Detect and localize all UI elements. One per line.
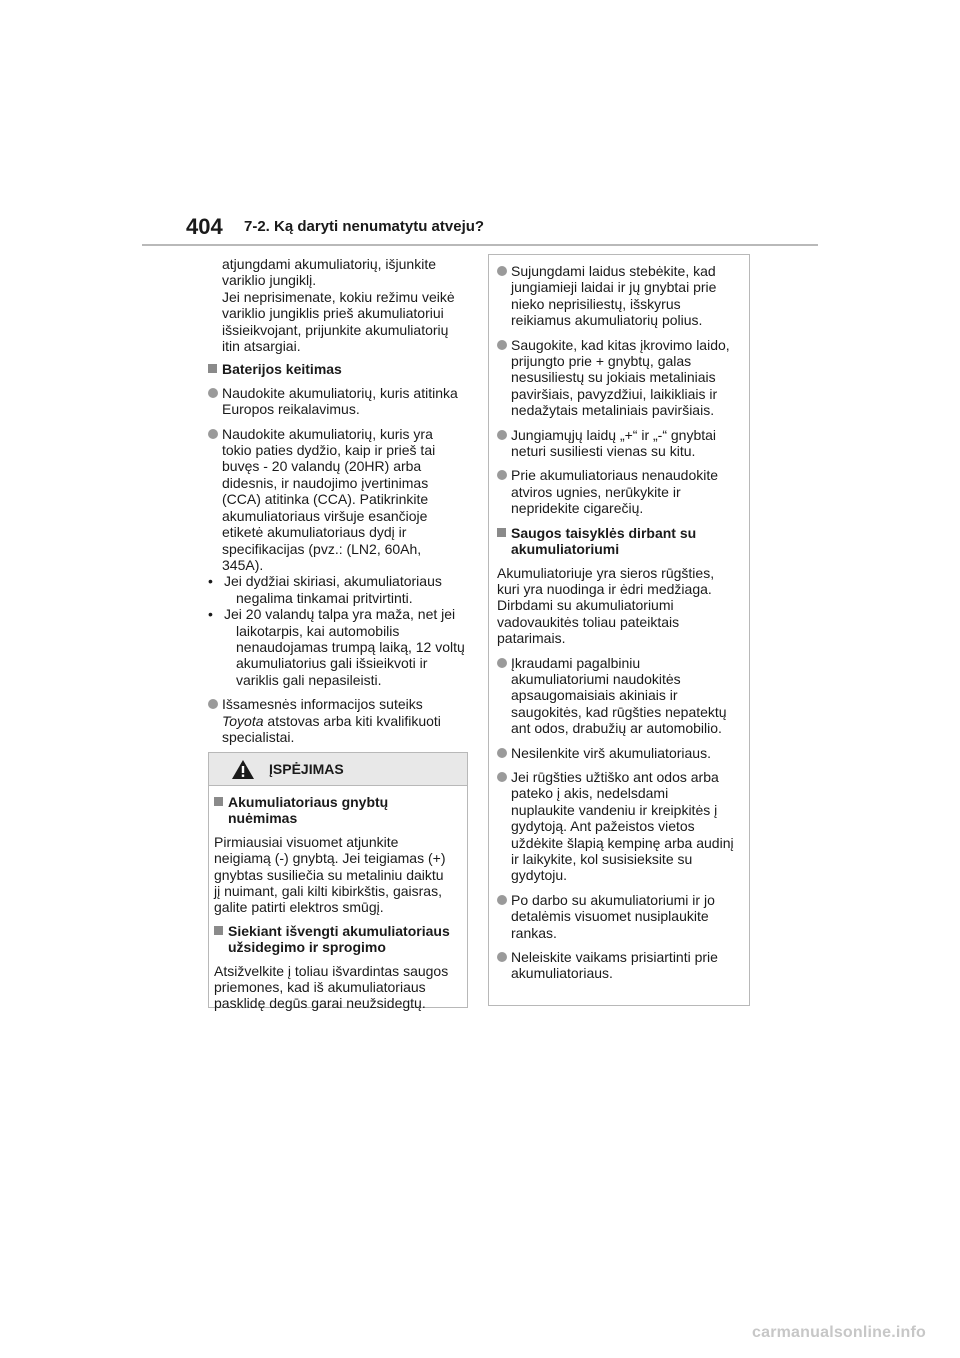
text-line: priemones, kad iš akumuliatoriaus [214,979,426,996]
text-line: specialistai. [222,728,295,745]
sub-list-item [208,606,470,688]
text-line: variklis gali nepasileisti. [236,671,382,688]
warning-box [208,752,468,1012]
text-line: Sujungdami laidus stebėkite, kad [511,263,716,279]
warning-paragraph [214,963,462,1012]
circle-bullet-icon [497,470,507,480]
square-bullet-icon [214,926,223,935]
text-line: galite patirti elektros smūgį. [214,899,384,916]
text-line: paviršiais, pavyzdžiui, laikikliais ir [511,385,718,402]
circle-bullet-icon [208,429,218,439]
circle-bullet-icon [497,895,507,905]
list-item [497,949,743,982]
text-line: Jei neprisimenate, kokiu režimu veikė [222,288,455,305]
list-item [497,769,743,884]
circle-bullet-icon [208,388,218,398]
page-number: 404 [186,214,223,239]
text-line: nesusiliestų su jokiais metaliniais [511,369,716,386]
circle-bullet-icon [497,340,507,350]
text-line: akumuliatoriaus viršuje esančioje [222,507,428,524]
circle-bullet-icon [497,772,507,782]
intro-paragraph [208,256,470,354]
text-line: etiketė akumuliatoriaus dydį ir [222,524,407,541]
text-line: atjungdami akumuliatorių, išjunkite [222,256,436,272]
text-line: rankas. [511,924,557,941]
heading-terminal-removal [214,794,462,827]
circle-bullet-icon [497,748,507,758]
dot-bullet-icon: • [208,606,213,623]
text-line: saugokitės, kad rūgšties nepatektų [511,703,727,720]
text-line: Jei 20 valandų talpa yra maža, net jei [224,606,456,623]
text-span: atstovas arba kiti kvalifikuoti [263,712,441,729]
text-line: Prie akumuliatoriaus nenaudokite [511,467,719,484]
circle-bullet-icon [497,430,507,440]
text-line: Atsižvelkite į toliau išvardintas saugos [214,962,449,979]
text-line: Siekiant išvengti akumuliatoriaus [228,922,450,939]
safety-paragraph [497,565,743,647]
text-line: Naudokite akumuliatorių, kuris yra [222,425,433,442]
warning-paragraph [214,834,462,916]
text-line: Europos reikalavimus. [222,401,360,418]
text-line: Po darbo su akumuliatoriumi ir jo [511,891,715,908]
text-line: ant odos, drabužių ar automobilio. [511,720,722,737]
text-line: nuėmimas [228,810,298,827]
text-line: pateko į akis, nedelsdami [511,785,669,802]
text-line: Išsamesnės informacijos suteiks [222,696,423,713]
text-line: Jei rūgšties užtiško ant odos arba [511,768,719,785]
text-line: itin atsargiai. [222,338,301,355]
text-line: atviros ugnies, nerūkykite ir [511,483,681,500]
text-line: vadovaukitės toliau pateiktais [497,613,680,630]
brand-name: Toyota [222,712,264,729]
text-line: Jei dydžiai skiriasi, akumuliatoriaus [224,573,442,590]
text-line: ir laikykite, kol susisieksite su [511,851,693,867]
text-line: Jungiamųjų laidų „+“ ir „-“ gnybtai [511,426,717,443]
warning-body [209,786,467,1012]
text-line: nepridekite cigarečių. [511,500,644,517]
heading-safety-rules [497,525,743,558]
list-item [497,427,743,460]
text-line: didesnis, ir naudojimo įvertinimas [222,474,429,491]
text-line: Saugokite, kad kitas įkrovimo laido, [511,336,730,353]
circle-bullet-icon [497,658,507,668]
list-item [497,337,743,419]
text-line: patarimais. [497,630,566,647]
text-line: 345A). [222,556,264,573]
text-line: Neleiskite vaikams prisiartinti prie [511,949,718,966]
square-bullet-icon [497,528,506,537]
text-line: jungiamieji laidai ir jų gnybtai prie [511,279,717,296]
text-line: neturi susiliesti vienas su kitu. [511,443,696,460]
warning-triangle-icon [231,759,255,780]
text-line: Įkraudami pagalbiniu [511,654,641,671]
list-item [497,655,743,737]
text-line: akumuliatoriumi naudokitės [511,670,681,687]
circle-bullet-icon [497,952,507,962]
text-line: gydytoju. [511,867,568,884]
text-line: pasklidę degūs garai neužsidegtų. [214,995,426,1012]
text-line: akumuliatoriaus. [511,965,613,982]
text-line [222,713,470,729]
text-line: tokio paties dydžio, kaip ir prieš tai [222,442,436,459]
text-line: jį nuimant, gali kilti kibirkštis, gaisras, [214,883,442,900]
text-line: gydytoją. Ant pažeistos vietos [511,818,695,835]
text-line: Akumuliatoriaus gnybtų [228,794,389,810]
text-line: variklio jungiklį. [222,272,317,289]
page-header [142,0,818,246]
text-line: detalėmis visuomet nusiplaukite [511,908,709,925]
circle-bullet-icon [497,266,507,276]
text-line: Naudokite akumuliatorių, kuris atitinka [222,384,458,401]
text-line: užsidegimo ir sprogimo [228,939,386,956]
text-line: akumuliatorius gali išsieikvoti ir [236,655,428,672]
list-item [208,696,470,745]
text-line: uždėkite šlapią kempinę arba audinį [511,834,734,851]
text-line: Pirmiausiai visuomet atjunkite [214,833,399,850]
dot-bullet-icon: • [208,573,213,590]
text-line: kuri yra nuodinga ir ėdri medžiaga. [497,580,712,597]
header-divider [142,244,818,246]
text-line: akumuliatoriumi [511,541,620,558]
text-line: specifikacijas (pvz.: (LN2, 60Ah, [222,540,422,557]
text-line: Dirbdami su akumuliatoriumi [497,597,674,614]
text-line: Saugos taisyklės dirbant su [511,524,697,541]
square-bullet-icon [208,364,217,373]
text-line: variklio jungiklis prieš akumuliatoriui [222,305,444,322]
text-line: nuplaukite vandeniu ir kreipkitės į [511,801,718,818]
text-line: (CCA) atitinka (CCA). Patikrinkite [222,491,429,508]
list-item [208,385,470,418]
text-line: Nesilenkite virš akumuliatoriaus. [511,744,711,761]
text-line: negalima tinkamai pritvirtinti. [236,589,413,606]
text-line: nenaudojamas trumpą laiką, 12 voltų [236,638,465,655]
sub-list-item [208,573,470,606]
heading-prevent-explosion [214,923,462,956]
circle-bullet-icon [208,699,218,709]
text-line: laikotarpis, kai automobilis [236,622,400,639]
text-line: išsieikvojant, prijunkite akumuliatorių [222,321,449,338]
left-column [208,256,470,753]
text-line: reikiamus akumuliatorių polius. [511,312,703,329]
text-line: Akumuliatoriuje yra sieros rūgšties, [497,564,715,581]
text-line: prijungto prie + gnybtų, galas [511,353,692,370]
list-item [497,263,743,329]
text-line: buvęs - 20 valandų (20HR) arba [222,458,422,475]
warning-title: ĮSPĖJIMAS [269,761,344,777]
section-title: 7-2. Ką daryti nenumatytu atveju? [244,218,485,235]
warning-header [209,753,467,786]
square-bullet-icon [214,797,223,806]
text-line: nieko neprisiliestų, išskyrus [511,295,681,312]
heading-battery-replacement [208,361,470,377]
text-line: neigiamą (-) gnybtą. Jei teigiamas (+) [214,850,446,867]
text-line: nedažytais metaliniais paviršiais. [511,402,715,419]
right-warning-continued [488,254,750,1006]
list-item [497,467,743,516]
text-line: apsaugomaisiais akiniais ir [511,687,678,704]
list-item [208,426,470,574]
text-line: gnybtas susiliečia su metaliniu daiktu [214,866,444,883]
heading-text: Baterijos keitimas [222,361,342,378]
list-item [497,892,743,941]
list-item [497,745,743,761]
watermark-logo: carmanualsonline.info [752,1324,927,1341]
